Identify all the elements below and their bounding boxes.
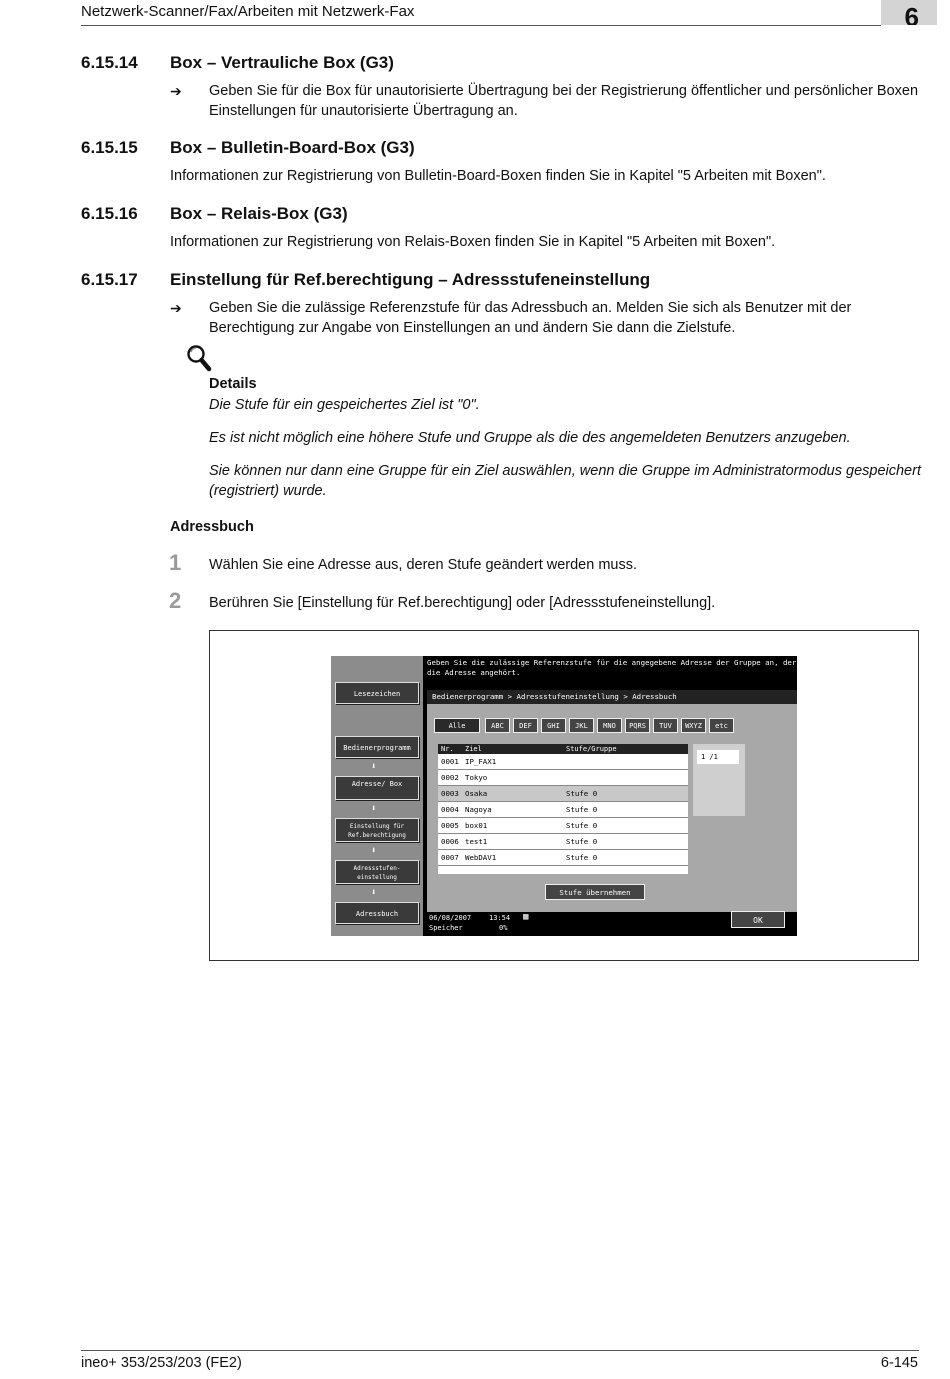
tab-etc[interactable]: etc (709, 718, 734, 733)
section-text: Informationen zur Registrierung von Relais-Boxen finden Sie in Kapitel "5 Arbeiten mit Boxen". (170, 234, 776, 250)
details-note: Die Stufe für ein gespeichertes Ziel ist "0". (209, 397, 480, 413)
down-arrow-icon: ⬇ (371, 762, 377, 772)
row-level: Stufe 0 (566, 821, 598, 830)
tab-ghi[interactable]: GHI (541, 718, 566, 733)
list-item[interactable] (438, 850, 688, 866)
row-destination: Tokyo (465, 773, 488, 782)
side-panel (331, 656, 423, 936)
list-item-selected[interactable] (438, 786, 688, 802)
tab-wxyz[interactable]: WXYZ (681, 718, 706, 733)
memory-value: 0% (499, 924, 508, 932)
section-title: Box – Bulletin-Board-Box (G3) (170, 138, 415, 157)
tab-pqrs[interactable]: PQRS (625, 718, 650, 733)
memory-label: Speicher (429, 924, 463, 932)
row-destination: Osaka (465, 789, 488, 798)
control-panel-screenshot (331, 656, 797, 936)
section-title: Box – Relais-Box (G3) (170, 204, 348, 223)
details-heading: Details (209, 376, 257, 392)
running-header-title: Netzwerk-Scanner/Fax/Arbeiten mit Netzwerk-Fax (81, 3, 415, 20)
footer-rule (81, 1350, 919, 1351)
row-level: Stufe 0 (566, 805, 598, 814)
row-destination: IP_FAX1 (465, 757, 497, 766)
section-bullet-text: Geben Sie die zulässige Referenzstufe für das Adressbuch an. Melden Sie sich als Benutzer mit der Berechtigung zur Angabe von Einstellungen an und ändern Sie dann die Zielstufe. (209, 300, 852, 336)
details-note: Es ist nicht möglich eine höhere Stufe und Gruppe als die des angemeldeten Benutzers anzugeben. (209, 430, 851, 446)
row-number: 0002 (441, 773, 459, 782)
tab-tuv[interactable]: TUV (653, 718, 678, 733)
bedienerprogramm-button[interactable]: Bedienerprogramm (335, 736, 419, 758)
tab-alle[interactable]: Alle (434, 718, 480, 733)
tab-abc[interactable]: ABC (485, 718, 510, 733)
step-number: 1 (169, 550, 182, 575)
footer-product: ineo+ 353/253/203 (FE2) (81, 1355, 242, 1371)
header-rule (81, 25, 881, 26)
list-item[interactable] (438, 818, 688, 834)
section-title: Einstellung für Ref.berechtigung – Adressstufeneinstellung (170, 270, 651, 289)
row-number: 0007 (441, 853, 459, 862)
section-number: 6.15.17 (81, 270, 138, 289)
section-text: Informationen zur Registrierung von Bulletin-Board-Boxen finden Sie in Kapitel "5 Arbeiten mit Boxen". (170, 168, 826, 184)
list-header (438, 744, 688, 754)
row-number: 0003 (441, 789, 459, 798)
row-number: 0004 (441, 805, 459, 814)
step-text: Wählen Sie eine Adresse aus, deren Stufe geändert werden muss. (209, 557, 638, 573)
footer-page-number: 6-145 (880, 1355, 918, 1371)
list-item[interactable] (438, 770, 688, 786)
list-item[interactable] (438, 754, 688, 770)
stufe-uebernehmen-button[interactable]: Stufe übernehmen (545, 884, 645, 900)
subheading-adressbuch: Adressbuch (170, 519, 254, 535)
down-arrow-icon: ⬇ (371, 888, 377, 898)
tab-jkl[interactable]: JKL (569, 718, 594, 733)
ref-berechtigung-button[interactable]: Einstellung für Ref.berechtigung (335, 818, 419, 842)
row-destination: test1 (465, 837, 488, 846)
adresse-box-button[interactable]: Adresse/ Box (335, 776, 419, 800)
arrow-bullet-icon: ➔ (170, 300, 182, 316)
main-panel (427, 690, 797, 912)
section-number: 6.15.16 (81, 204, 138, 223)
breadcrumb: Bedienerprogramm > Adressstufeneinstellung > Adressbuch (427, 690, 797, 704)
list-item[interactable] (438, 802, 688, 818)
row-destination: WebDAV1 (465, 853, 497, 862)
row-level: Stufe 0 (566, 853, 598, 862)
adressbuch-button[interactable]: Adressbuch (335, 902, 419, 924)
column-header: Nr. (441, 745, 454, 753)
down-arrow-icon: ⬇ (371, 846, 377, 856)
column-header: Stufe/Gruppe (566, 745, 617, 753)
row-number: 0001 (441, 757, 459, 766)
row-level: Stufe 0 (566, 789, 598, 798)
section-bullet-text: Geben Sie für die Box für unautorisierte Übertragung bei der Registrierung öffentlicher und persönlicher Boxen Einstellungen für unautorisierte Übertragung an. (209, 83, 919, 119)
down-arrow-icon: ⬇ (371, 804, 377, 814)
page-indicator-panel (693, 744, 745, 816)
magnifier-icon (186, 344, 212, 374)
row-destination: Nagoya (465, 805, 492, 814)
arrow-bullet-icon: ➔ (170, 83, 182, 99)
column-header: Ziel (465, 745, 482, 753)
instruction-message: Geben Sie die zulässige Referenzstufe für die angegebene Adresse der Gruppe an, der die Adresse angehört. (427, 658, 797, 677)
section-number: 6.15.14 (81, 53, 138, 72)
memory-icon: ▦ (523, 912, 529, 922)
adressstufen-button[interactable]: Adressstufen- einstellung (335, 860, 419, 884)
status-date: 06/08/2007 (429, 914, 472, 922)
row-number: 0005 (441, 821, 459, 830)
row-destination: box01 (465, 821, 488, 830)
status-time: 13:54 (489, 914, 511, 922)
ok-button[interactable]: OK (731, 911, 785, 928)
section-number: 6.15.15 (81, 138, 138, 157)
page-indicator: 1 /1 (697, 750, 739, 764)
tab-mno[interactable]: MNO (597, 718, 622, 733)
row-level: Stufe 0 (566, 837, 598, 846)
chapter-number-tab: 6 (881, 0, 937, 25)
section-title: Box – Vertrauliche Box (G3) (170, 53, 394, 72)
list-item[interactable] (438, 834, 688, 850)
tab-def[interactable]: DEF (513, 718, 538, 733)
address-list (438, 744, 688, 874)
details-note: Sie können nur dann eine Gruppe für ein Ziel auswählen, wenn die Gruppe im Administratormodus gespeichert (registriert) wurde. (209, 463, 921, 499)
lesezeichen-button[interactable]: Lesezeichen (335, 682, 419, 704)
step-number: 2 (169, 588, 182, 613)
row-number: 0006 (441, 837, 459, 846)
step-text: Berühren Sie [Einstellung für Ref.berechtigung] oder [Adressstufeneinstellung]. (209, 595, 716, 611)
